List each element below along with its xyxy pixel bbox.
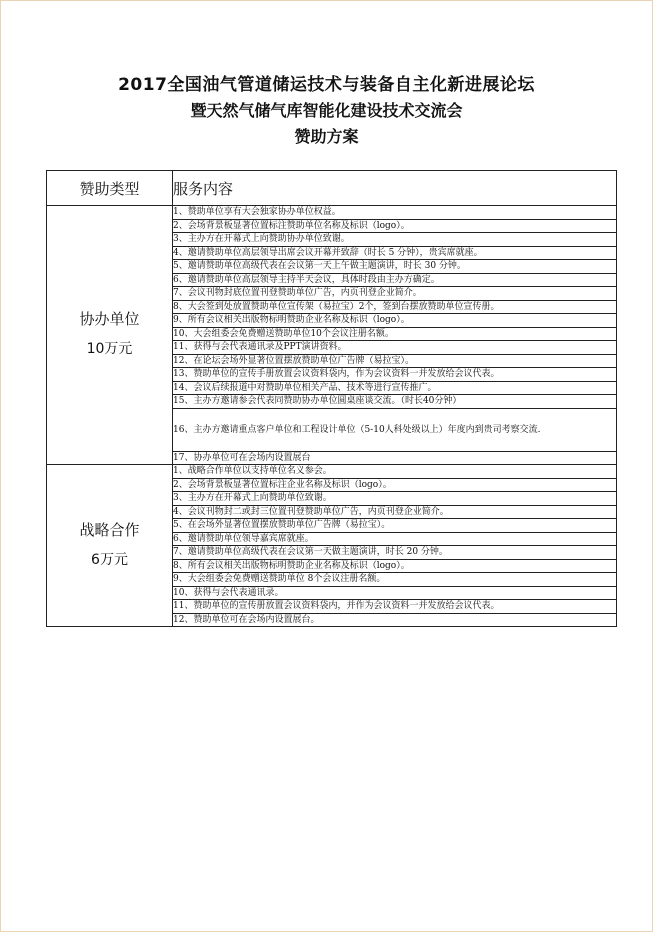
service-item: 10、获得与会代表通讯录。 — [173, 586, 617, 600]
service-item: 5、邀请赞助单位高级代表在会议第一天上午做主题演讲，时长 30 分钟。 — [173, 260, 617, 274]
sponsorship-table — [46, 170, 617, 627]
table-header-row — [47, 171, 617, 206]
service-item: 16、主办方邀请重点客户单位和工程设计单位（5-10人科处级以上）年度内到贵司考察交流. — [173, 408, 617, 451]
table-row — [47, 206, 617, 220]
service-item: 14、会议后续报道中对赞助单位相关产品、技术等进行宣传推广。 — [173, 381, 617, 395]
service-item: 13、赞助单位的宣传手册放置会议资料袋内，作为会议资料一并发放给会议代表。 — [173, 368, 617, 382]
service-item: 3、主办方在开幕式上向赞助单位致谢。 — [173, 492, 617, 506]
service-item: 9、大会组委会免费赠送赞助单位 8个会议注册名额。 — [173, 573, 617, 587]
service-item: 17、协办单位可在会场内设置展台 — [173, 451, 617, 465]
service-item: 7、会议刊物封底位置刊登赞助单位广告，内页刊登企业简介。 — [173, 287, 617, 301]
header-sponsor-type: 赞助类型 — [47, 171, 173, 206]
service-item: 4、会议刊物封二或封三位置刊登赞助单位广告，内页刊登企业简介。 — [173, 505, 617, 519]
table-row — [47, 465, 617, 479]
document-title — [0, 72, 653, 150]
sponsor-type-cell — [47, 465, 173, 627]
title-line-3: 赞助方案 — [294, 127, 359, 146]
sponsor-type-name: 协办单位 — [79, 310, 140, 328]
service-item: 2、会场背景板显著位置标注赞助单位名称及标识（logo）。 — [173, 219, 617, 233]
sponsor-type-price: 6万元 — [91, 551, 128, 568]
service-item: 12、在论坛会场外显著位置摆放赞助单位广告牌（易拉宝）。 — [173, 354, 617, 368]
service-item: 9、所有会议相关出版物标明赞助企业名称及标识（logo）。 — [173, 314, 617, 328]
service-item: 12、赞助单位可在会场内设置展台。 — [173, 613, 617, 627]
service-item: 6、邀请赞助单位领导嘉宾席就座。 — [173, 532, 617, 546]
sponsor-type-price: 10万元 — [86, 341, 133, 357]
service-item: 5、在会场外显著位置摆放赞助单位广告牌（易拉宝）。 — [173, 519, 617, 533]
service-item: 11、赞助单位的宣传册放置会议资料袋内，并作为会议资料一并发放给会议代表。 — [173, 600, 617, 614]
service-item: 4、邀请赞助单位高层领导出席会议开幕并致辞（时长 5 分钟），贵宾席就座。 — [173, 246, 617, 260]
title-line-1: 2017全国油气管道储运技术与装备自主化新进展论坛 — [118, 75, 535, 95]
service-item: 1、赞助单位享有大会独家协办单位权益。 — [173, 206, 617, 220]
service-item: 15、主办方邀请参会代表同赞助协办单位圆桌座谈交流。（时长40分钟） — [173, 395, 617, 409]
service-item: 1、战略合作单位以支持单位名义参会。 — [173, 465, 617, 479]
service-item: 8、所有会议相关出版物标明赞助企业名称及标识（logo）。 — [173, 559, 617, 573]
service-item: 7、邀请赞助单位高级代表在会议第一天做主题演讲，时长 20 分钟。 — [173, 546, 617, 560]
title-line-2: 暨天然气储气库智能化建设技术交流会 — [190, 101, 463, 120]
service-item: 2、会场背景板显著位置标注企业名称及标识（logo）。 — [173, 478, 617, 492]
service-item: 11、获得与会代表通讯录及PPT演讲资料。 — [173, 341, 617, 355]
service-item: 3、主办方在开幕式上向赞助协办单位致谢。 — [173, 233, 617, 247]
service-item: 8、大会签到处放置赞助单位宣传架（易拉宝）2个，签到台摆放赞助单位宣传册。 — [173, 300, 617, 314]
sponsor-type-cell — [47, 206, 173, 465]
service-item: 10、大会组委会免费赠送赞助单位10个会议注册名额。 — [173, 327, 617, 341]
sponsor-type-name: 战略合作 — [79, 520, 140, 539]
service-item: 6、邀请赞助单位高层领导主持半天会议，具体时段由主办方确定。 — [173, 273, 617, 287]
header-service-content: 服务内容 — [173, 171, 617, 206]
